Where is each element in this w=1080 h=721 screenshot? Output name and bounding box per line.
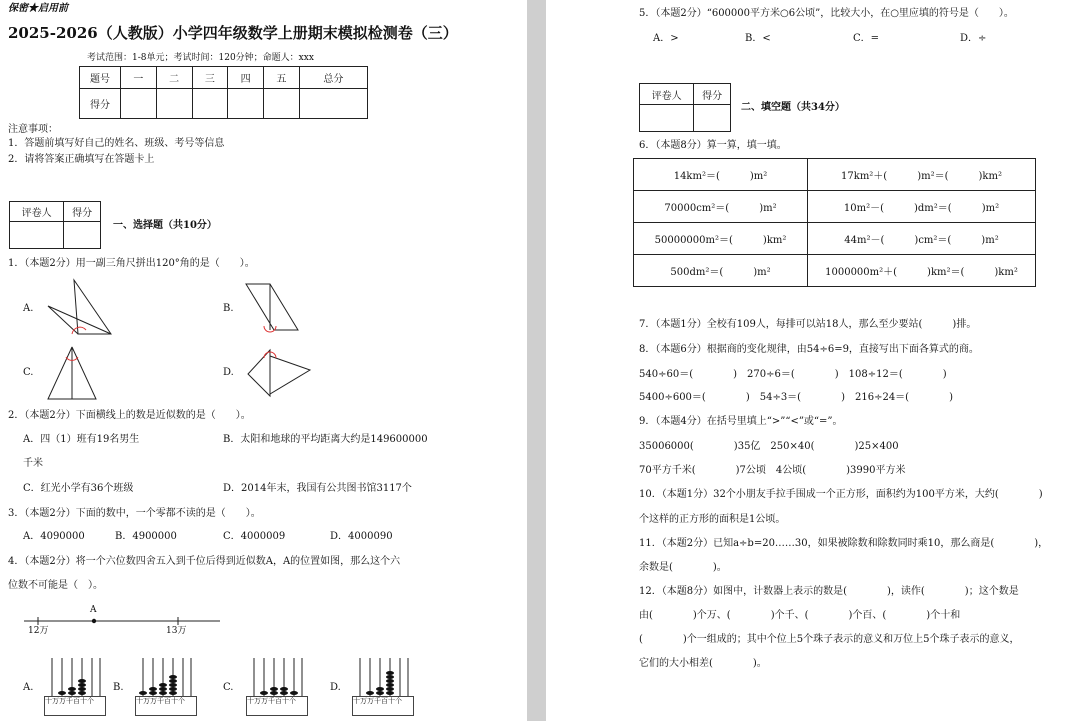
- score-header: 四: [228, 67, 264, 89]
- question-stem: 6．（本题8分）算一算，填一填。: [639, 140, 787, 151]
- grader-table: [639, 83, 731, 132]
- question-line: 12．（本题8分）如图中，计数器上表示的数是( )，读作( )；这个数是: [639, 586, 1019, 597]
- option-text: B．<: [745, 33, 771, 44]
- question-line: 它们的大小相差( )。: [639, 658, 767, 669]
- set-square-figure-a: [40, 278, 120, 338]
- section-heading: 二、填空题（共34分）: [741, 102, 845, 113]
- question-line: 5400÷600＝( ) 54÷3＝( ) 216÷24＝( ): [639, 392, 953, 403]
- question-line: 由( )个万、( )个千、( )个百、( )个十和: [639, 610, 961, 621]
- notes-title: 注意事项：: [8, 124, 58, 135]
- option-label: B.: [223, 303, 234, 314]
- exam-page-right: [546, 0, 1080, 721]
- question-stem: 3．（本题2分）下面的数中，一个零都不读的是（ ）。: [8, 508, 261, 519]
- grader-label: 得分: [694, 84, 731, 105]
- option-text: A．4090000: [23, 531, 85, 542]
- exam-info: 考试范围：1-8单元；考试时间：120分钟；命题人：xxx: [87, 53, 314, 63]
- question-line: 540÷60＝( ) 270÷6＝( ) 108÷12＝( ): [639, 369, 947, 380]
- number-line-tick: 13万: [166, 626, 187, 636]
- score-cell[interactable]: [121, 89, 157, 119]
- score-header: 题号: [80, 67, 121, 89]
- abacus-label-box: 十万万千百十个: [135, 696, 197, 716]
- abacus-a: [44, 654, 106, 716]
- score-cell[interactable]: [192, 89, 228, 119]
- abacus-c: [246, 654, 308, 716]
- score-table: [79, 66, 368, 119]
- option-text: D．÷: [960, 33, 987, 44]
- question-line: 11．（本题2分）已知a÷b=20……30，如果被除数和除数同时乘10，那么商是( )，: [639, 538, 1049, 549]
- exam-page-left: [0, 0, 527, 721]
- section-heading: 一、选择题（共10分）: [113, 220, 217, 231]
- score-row-label: 得分: [80, 89, 121, 119]
- question-line: 个这样的正方形的面积是1公顷。: [639, 514, 786, 525]
- grader-label: 评卷人: [640, 84, 694, 105]
- score-header: 一: [121, 67, 157, 89]
- score-cell[interactable]: [299, 89, 367, 119]
- conversion-cell[interactable]: 1000000m²＋( )km²＝( )km²: [808, 255, 1036, 287]
- abacus-b-rods: [135, 654, 197, 698]
- question-line: 70平方千米( )7公顷 4公顷( )3990平方米: [639, 465, 906, 476]
- question-stem: 9．（本题4分）在括号里填上“>”“<”或“=”。: [639, 416, 843, 427]
- conversion-cell[interactable]: 500dm²＝( )m²: [634, 255, 808, 287]
- grader-label: 评卷人: [10, 202, 64, 222]
- option-text: C．红光小学有36个班级: [23, 483, 134, 494]
- note-item: 1．答题前填写好自己的姓名、班级、考号等信息: [8, 138, 225, 149]
- question-stem: 8．（本题6分）根据商的变化规律，由54÷6=9，直接写出下面各算式的商。: [639, 344, 979, 355]
- question-stem: 2．（本题2分）下面横线上的数是近似数的是（ ）。: [8, 410, 251, 421]
- conversion-table: [633, 158, 1036, 287]
- grader-label: 得分: [64, 202, 101, 222]
- option-text: B．4900000: [115, 531, 177, 542]
- abacus-d-rods: [352, 654, 414, 698]
- question-line: ( )个一组成的；其中个位上5个珠子表示的意义和万位上5个珠子表示的意义，: [639, 634, 1020, 645]
- option-label: A.: [23, 303, 34, 314]
- score-header: 三: [192, 67, 228, 89]
- grader-cell[interactable]: [10, 222, 64, 249]
- score-header: 五: [264, 67, 300, 89]
- conversion-cell[interactable]: 17km²＋( )m²＝( )km²: [808, 159, 1036, 191]
- option-text: A．四（1）班有19名男生: [23, 434, 140, 445]
- grader-table: [9, 201, 101, 249]
- question-stem: 5．（本题2分）“600000平方米○6公顷”，比较大小，在○里应填的符号是（ ）。: [639, 8, 1014, 19]
- score-cell[interactable]: [264, 89, 300, 119]
- option-text: D．4000090: [330, 531, 393, 542]
- abacus-label-box: 十万万千百十个: [44, 696, 106, 716]
- question-stem: 1．（本题2分）用一副三角尺拼出120°角的是（ ）。: [8, 258, 255, 269]
- abacus-d: [352, 654, 414, 716]
- abacus-a-rods: [44, 654, 106, 698]
- option-text: B．太阳和地球的平均距离大约是149600000: [223, 434, 428, 445]
- question-line: 余数是( )。: [639, 562, 727, 573]
- conversion-cell[interactable]: 44m²－( )cm²＝( )m²: [808, 223, 1036, 255]
- number-line: [20, 605, 230, 627]
- option-label: D.: [223, 367, 234, 378]
- number-line-tick: 12万: [28, 626, 49, 636]
- note-item: 2．请将答案正确填写在答题卡上: [8, 154, 155, 165]
- secret-label: 保密★启用前: [8, 3, 68, 14]
- score-cell[interactable]: [228, 89, 264, 119]
- question-stem-cont: 位数不可能是（ ）。: [8, 580, 103, 591]
- abacus-c-rods: [246, 654, 308, 698]
- score-header: 二: [156, 67, 192, 89]
- page-gap: [527, 0, 546, 721]
- conversion-cell[interactable]: 50000000m²＝( )km²: [634, 223, 808, 255]
- option-label: D.: [330, 682, 341, 693]
- grader-cell[interactable]: [640, 105, 694, 132]
- question-line: 7．（本题1分）全校有109人，每排可以站18人，那么至少要站( )排。: [639, 319, 977, 330]
- option-label: A.: [23, 682, 34, 693]
- question-line: 35006000( )35亿 250×40( )25×400: [639, 441, 899, 452]
- page-title: 2025-2026（人教版）小学四年级数学上册期末模拟检测卷（三）: [8, 24, 458, 42]
- set-square-figure-c: [46, 345, 106, 403]
- abacus-label-box: 十万万千百十个: [352, 696, 414, 716]
- abacus-label-box: 十万万千百十个: [246, 696, 308, 716]
- question-line: 10．（本题1分）32个小朋友手拉手围成一个正方形，面积约为100平方米，大约( ): [639, 489, 1043, 500]
- option-text: C．=: [853, 33, 880, 44]
- conversion-cell[interactable]: 70000cm²＝( )m²: [634, 191, 808, 223]
- score-header: 总分: [299, 67, 367, 89]
- option-text: 千米: [23, 458, 43, 469]
- abacus-b: [135, 654, 197, 716]
- conversion-cell[interactable]: 10m²－( )dm²＝( )m²: [808, 191, 1036, 223]
- set-square-figure-b: [240, 282, 310, 337]
- grader-cell[interactable]: [694, 105, 731, 132]
- option-label: C.: [23, 367, 34, 378]
- option-label: C.: [223, 682, 234, 693]
- option-text: A．>: [653, 33, 679, 44]
- number-line-point-label: A: [90, 605, 97, 615]
- question-stem: 4．（本题2分）将一个六位数四舍五入到千位后得到近似数A，A的位置如图，那么这个六: [8, 556, 401, 567]
- option-label: B.: [113, 682, 124, 693]
- option-text: C．4000009: [223, 531, 286, 542]
- set-square-figure-d: [244, 348, 314, 400]
- option-text: D．2014年末，我国有公共图书馆3117个: [223, 483, 412, 494]
- conversion-cell[interactable]: 14km²＝( )m²: [634, 159, 808, 191]
- grader-cell[interactable]: [64, 222, 101, 249]
- score-cell[interactable]: [156, 89, 192, 119]
